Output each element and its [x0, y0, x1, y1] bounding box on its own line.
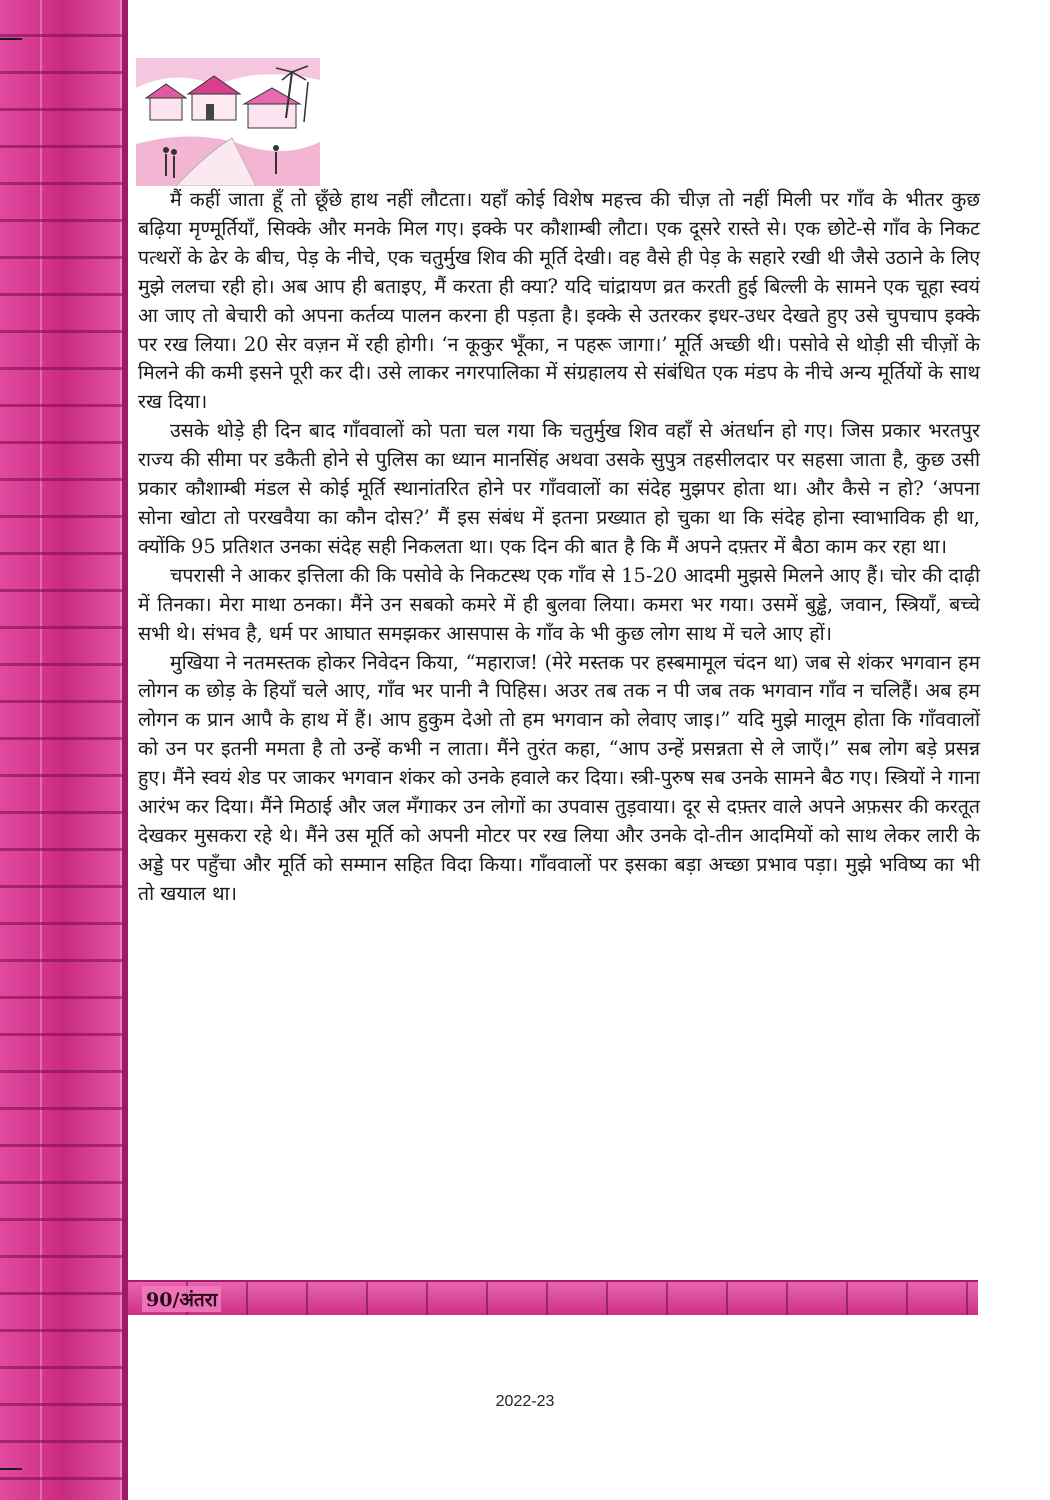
paragraph: मुखिया ने नतमस्तक होकर निवेदन किया, “महाराज! (मेरे मस्तक पर हस्बमामूल चंदन था) जब से शंकर भगवान हम लोगन क छोड़ के हियाँ चले आए, गाँव भर पानी नै पिहिस। अउर तब तक न पी जब तक भगवान गाँव न चलिहैं। अब हम लोगन क प्रान आपै के हाथ में हैं। आप हुकुम देओ तो हम भगवान को लेवाए जाइ।” यदि मुझे मालूम होता कि गाँववालों को उन पर इतनी ममता है तो उन्हें कभी न लाता। मैंने तुरंत कहा, “आप उन्हें प्रसन्नता से ले जाएँ।” सब लोग बड़े प्रसन्न हुए। मैंने स्वयं शेड पर जाकर भगवान शंकर को उनके हवाले कर दिया। स्त्री-पुरुष सब उनके सामने बैठ गए। स्त्रियों ने गाना आरंभ कर दिया। मैंने मिठाई और जल मँगाकर उन लोगों का उपवास तुड़वाया। दूर से दफ़्तर वाले अपने अफ़सर की करतूत देखकर मुसकरा रहे थे। मैंने उस मूर्ति को अपनी मोटर पर रख लिया और उनके दो-तीन आदमियों को साथ लेकर लारी के अड्डे पर पहुँचा और मूर्ति को सम्मान सहित विदा किया। गाँववालों पर इसका बड़ा अच्छा प्रभाव पड़ा। मुझे भविष्य का भी तो खयाल था।: [138, 650, 980, 905]
edition-year: 2022-23: [495, 1393, 555, 1410]
body-text: [138, 186, 980, 909]
paragraph: मैं कहीं जाता हूँ तो छूँछे हाथ नहीं लौटता। यहाँ कोई विशेष महत्त्व की चीज़ तो नहीं मिली पर गाँव के भीतर कुछ बढ़िया मृण्मूर्तियाँ, सिक्के और मनके मिल गए। इक्के पर कौशाम्बी लौटा। एक दूसरे रास्ते से। एक छोटे-से गाँव के निकट पत्थरों के ढेर के बीच, पेड़ के नीचे, एक चतुर्मुख शिव की मूर्ति देखी। वह वैसे ही पेड़ के सहारे रखी थी जैसे उठाने के लिए मुझे ललचा रही हो। अब आप ही बताइए, मैं करता ही क्या? यदि चांद्रायण व्रत करती हुई बिल्ली के सामने एक चूहा स्वयं आ जाए तो बेचारी को अपना कर्तव्य पालन करना ही पड़ता है। इक्के से उतरकर इधर-उधर देखते हुए उसे चुपचाप इक्के पर रख लिया। 20 सेर वज़न में रही होगी। ‘न कूकुर भूँका, न पहरू जागा।’ मूर्ति अच्छी थी। पसोवे से थोड़ी सी चीज़ों के मिलने की कमी इसने पूरी कर दी। उसे लाकर नगरपालिका में संग्रहालय से संबंधित एक मंडप के नीचे अन्य मूर्तियों के साथ रख दिया।: [138, 188, 980, 414]
crop-mark-top: [0, 38, 22, 40]
footer-bar: [128, 1280, 978, 1315]
decorative-left-border: [0, 0, 128, 1500]
paragraph: चपरासी ने आकर इत्तिला की कि पसोवे के निकटस्थ एक गाँव से 15-20 आदमी मुझसे मिलने आए हैं। चोर की दाढ़ी में तिनका। मेरा माथा ठनका। मैंने उन सबको कमरे में ही बुलवा लिया। कमरा भर गया। उसमें बुड्ढे, जवान, स्त्रियाँ, बच्चे सभी थे। संभव है, धर्म पर आघात समझकर आसपास के गाँव के भी कुछ लोग साथ में चले आए हों।: [138, 563, 980, 645]
page-number-label: 90/अंतरा: [142, 1286, 221, 1312]
left-border-edge: [122, 0, 128, 1500]
paragraph: उसके थोड़े ही दिन बाद गाँववालों को पता चल गया कि चतुर्मुख शिव वहाँ से अंतर्धान हो गए। जिस प्रकार भरतपुर राज्य की सीमा पर डकैती होने से पुलिस का ध्यान मानसिंह अथवा उसके सुपुत्र तहसीलदार पर सहसा जाता है, कुछ उसी प्रकार कौशाम्बी मंडल से कोई मूर्ति स्थानांतरित होने पर गाँववालों का संदेह मुझपर होता था। और कैसे न हो? ‘अपना सोना खोटा तो परखवैया का कौन दोस?’ मैं इस संबंध में इतना प्रख्यात हो चुका था कि संदेह होना स्वाभाविक ही था, क्योंकि 95 प्रतिशत उनका संदेह सही निकलता था। एक दिन की बात है कि मैं अपने दफ़्तर में बैठा काम कर रहा था।: [138, 419, 980, 558]
crop-mark-bottom: [0, 1468, 22, 1470]
village-illustration: [136, 58, 320, 186]
